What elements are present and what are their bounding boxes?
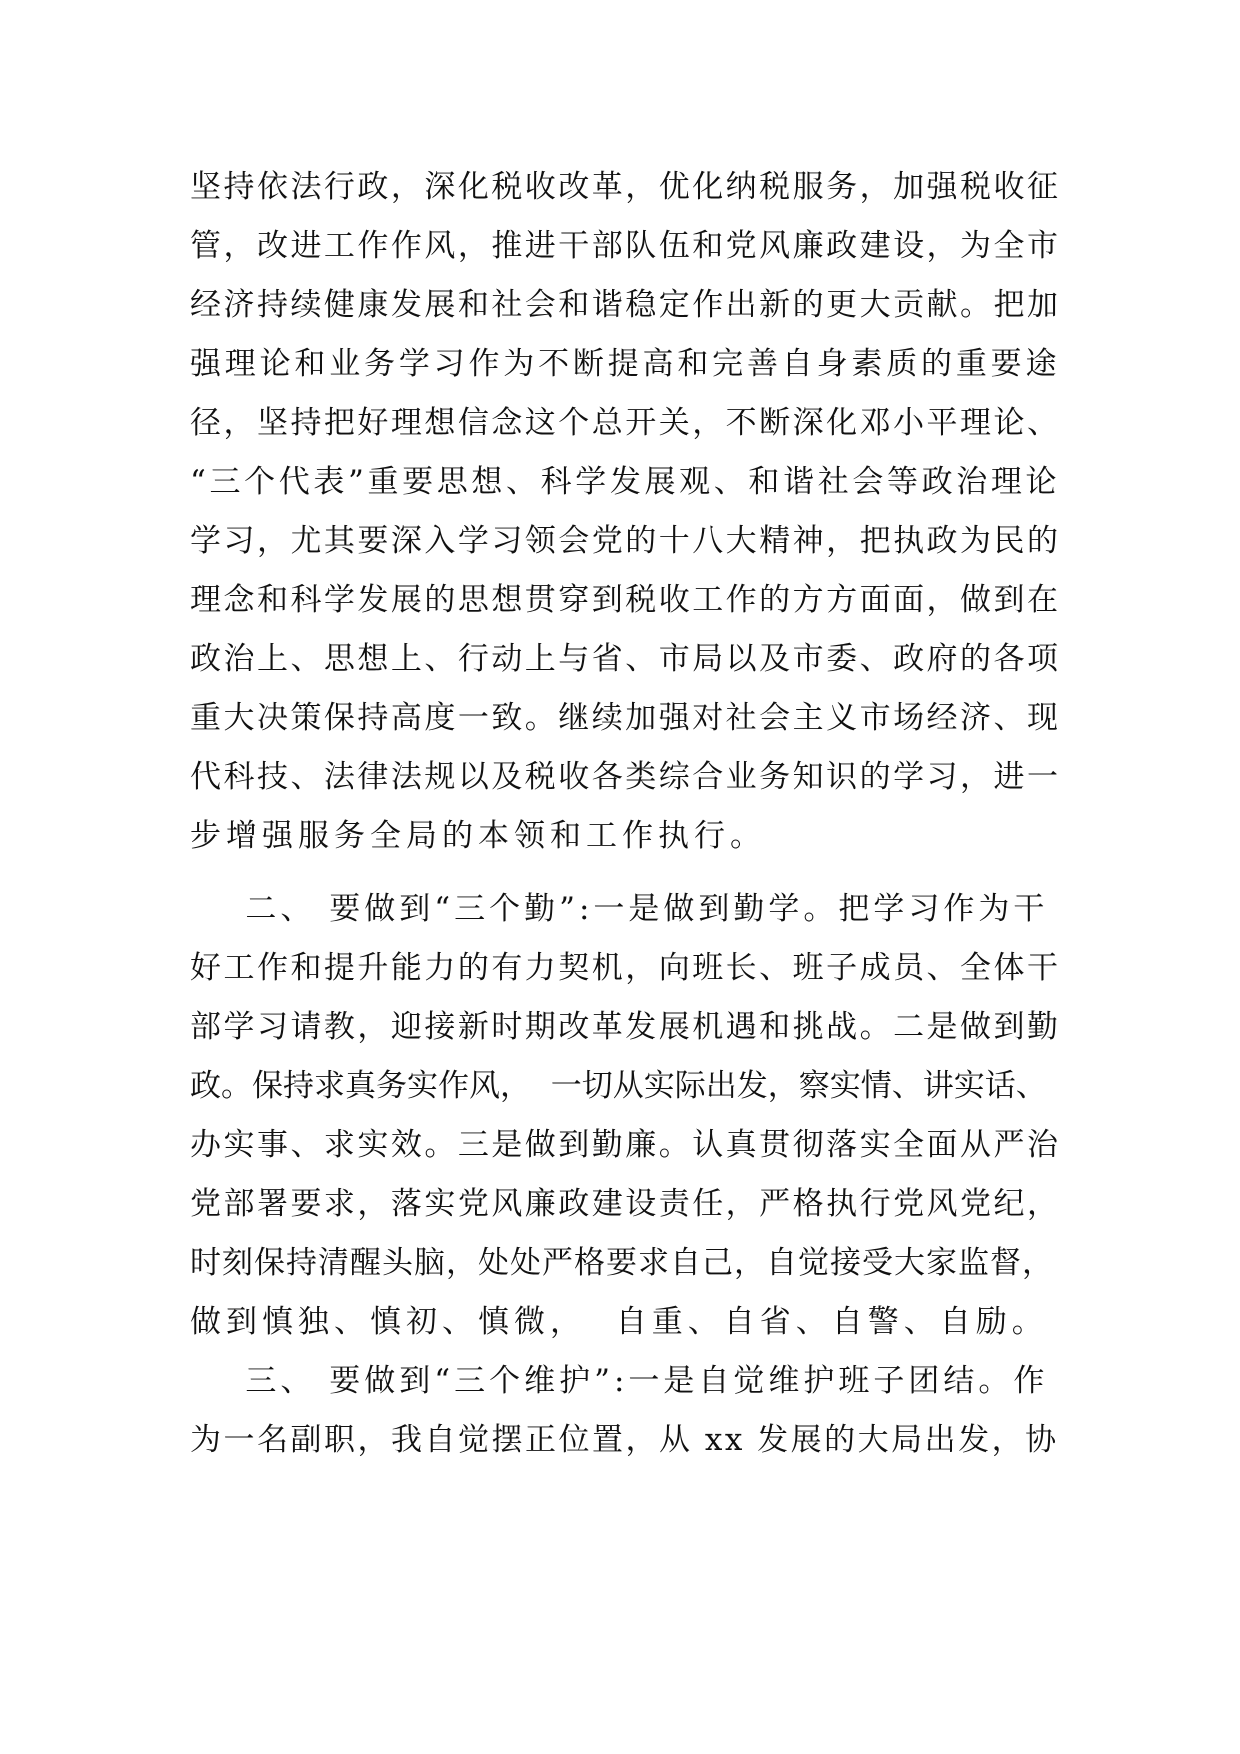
text-line: 理念和科学发展的思想贯穿到税收工作的方方面面，做到在 [190, 582, 1060, 618]
text-line: 强理论和业务学习作为不断提高和完善自身素质的重要途 [190, 346, 1060, 382]
text-line: 坚持依法行政，深化税收改革，优化纳税服务，加强税收征 [190, 169, 1060, 205]
text-line: 经济持续健康发展和社会和谐稳定作出新的更大贡献。把加 [190, 287, 1060, 323]
text-line: 好工作和提升能力的有力契机，向班长、班子成员、全体干 [190, 950, 1060, 986]
text-line: 党部署要求，落实党风廉政建设责任，严格执行党风党纪， [190, 1186, 1060, 1222]
text-line: 办实事、求实效。三是做到勤廉。认真贯彻落实全面从严治 [190, 1127, 1060, 1163]
text-line: 径，坚持把好理想信念这个总开关，不断深化邓小平理论、 [190, 405, 1060, 441]
paragraph-2 [190, 880, 1060, 1352]
text-line: 学习，尤其要深入学习领会党的十八大精神，把执政为民的 [190, 523, 1060, 559]
text-line: 部学习请教，迎接新时期改革发展机遇和挑战。二是做到勤 [190, 1009, 1060, 1045]
paragraph-1 [190, 158, 1060, 866]
text-line: 政治上、思想上、行动上与省、市局以及市委、政府的各项 [190, 641, 1060, 677]
text-line: 二、 要做到“三个勤”:一是做到勤学。把学习作为干 [190, 891, 1049, 927]
text-line: 做到慎独、慎初、慎微， 自重、自省、自警、自励。 [190, 1304, 1048, 1340]
text-line: 代科技、法律法规以及税收各类综合业务知识的学习，进一 [190, 759, 1060, 795]
paragraph-spacer [190, 866, 1060, 880]
text-line: 管，改进工作作风，推进干部队伍和党风廉政建设，为全市 [190, 228, 1060, 264]
text-line: 步增强服务全局的本领和工作执行。 [190, 818, 766, 854]
body-text [190, 158, 1060, 1470]
text-line: 为一名副职，我自觉摆正位置，从 xx 发展的大局出发，协 [190, 1422, 1059, 1458]
paragraph-3 [190, 1352, 1060, 1470]
text-line: 时刻保持清醒头脑，处处严格要求自己，自觉接受大家监督， [190, 1245, 1054, 1281]
text-line: 重大决策保持高度一致。继续加强对社会主义市场经济、现 [190, 700, 1060, 736]
text-line: “三个代表”重要思想、科学发展观、和谐社会等政治理论 [190, 464, 1060, 500]
text-line: 三、 要做到“三个维护”:一是自觉维护班子团结。作 [190, 1363, 1049, 1399]
text-line: 政。保持求真务实作风， 一切从实际出发，察实情、讲实话、 [190, 1068, 1047, 1104]
